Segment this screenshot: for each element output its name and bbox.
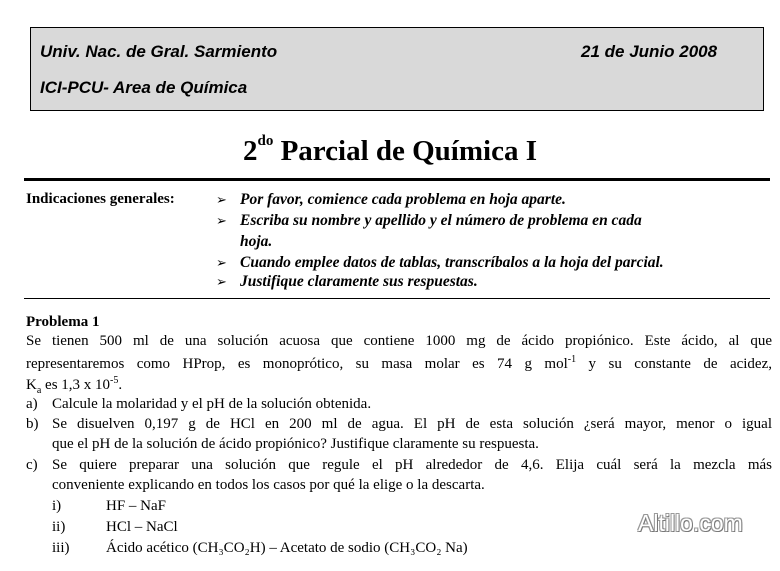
indicacion-item: ➢ Escriba su nombre y apellido y el número de problema en cada	[216, 212, 642, 229]
intro-line-1: Se tienen 500 ml de una solución acuosa que contiene 1000 mg de ácido propiónico. Este ácido, al que	[26, 333, 772, 349]
option-number: ii)	[52, 519, 66, 535]
university-name: Univ. Nac. de Gral. Sarmiento	[40, 42, 278, 61]
problem-heading: Problema 1	[26, 314, 100, 330]
divider-top	[24, 178, 770, 181]
intro-line-2: representaremos como HProp, es monoprótico, su masa molar es 74 g mol$^{-1}$ y su constante de acidez,	[26, 354, 772, 372]
exam-date: 21 de Junio 2008	[581, 42, 718, 61]
option-text: Ácido acético (CH₃CO₂H) – Acetato de sodio (CH₃CO₂ Na)	[106, 540, 468, 556]
watermark-logo: Altillo.com	[638, 510, 743, 536]
indicacion-item: ➢ Por favor, comience cada problema en hoja aparte.	[216, 191, 566, 208]
item-a-text: Calcule la molaridad y el pH de la solución obtenida.	[52, 396, 372, 412]
title-sup: do	[257, 133, 274, 149]
indicacion-item: ➢ Justifique claramente sus respuestas.	[216, 273, 478, 290]
option-text: HF – NaF	[106, 498, 167, 514]
indicacion-item-cont: hoja.	[240, 233, 273, 250]
item-b-text-2: que el pH de la solución de ácido propiónico? Justifique claramente su respuesta.	[52, 436, 539, 452]
title-prefix: 2	[242, 135, 258, 167]
department-name: ICI-PCU- Area de Química	[40, 78, 248, 97]
item-c-label: c)	[26, 457, 38, 473]
title-main: Parcial de Química I	[273, 135, 537, 167]
page-title	[0, 135, 780, 168]
ka-line: $K_a$ es 1,3 x $10^{-5}$.	[26, 375, 123, 396]
option-number: i)	[52, 498, 62, 514]
item-c-text-1: Se quiere preparar una solución que regule el pH alrededor de 4,6. Elija cuál será la mezcla más	[52, 457, 772, 473]
arrow-bullet-icon: ➢	[216, 193, 227, 208]
option-text: HCl – NaCl	[106, 519, 178, 535]
header-box	[30, 27, 764, 111]
arrow-bullet-icon: ➢	[216, 214, 227, 229]
item-a-label: a)	[26, 396, 38, 412]
item-c-text-2: conveniente explicando en todos los casos por qué la elige o la descarta.	[52, 477, 485, 493]
indicacion-item: ➢ Cuando emplee datos de tablas, transcríbalos a la hoja del parcial.	[216, 254, 664, 271]
indicaciones-label: Indicaciones generales:	[26, 191, 175, 207]
arrow-bullet-icon: ➢	[216, 275, 227, 290]
option-number: iii)	[52, 540, 70, 556]
divider-bottom	[24, 298, 770, 299]
item-b-label: b)	[26, 416, 39, 432]
item-b-text-1: Se disuelven 0,197 g de HCl en 200 ml de agua. El pH de esta solución ¿será mayor, menor o igual	[52, 416, 772, 432]
arrow-bullet-icon: ➢	[216, 256, 227, 271]
